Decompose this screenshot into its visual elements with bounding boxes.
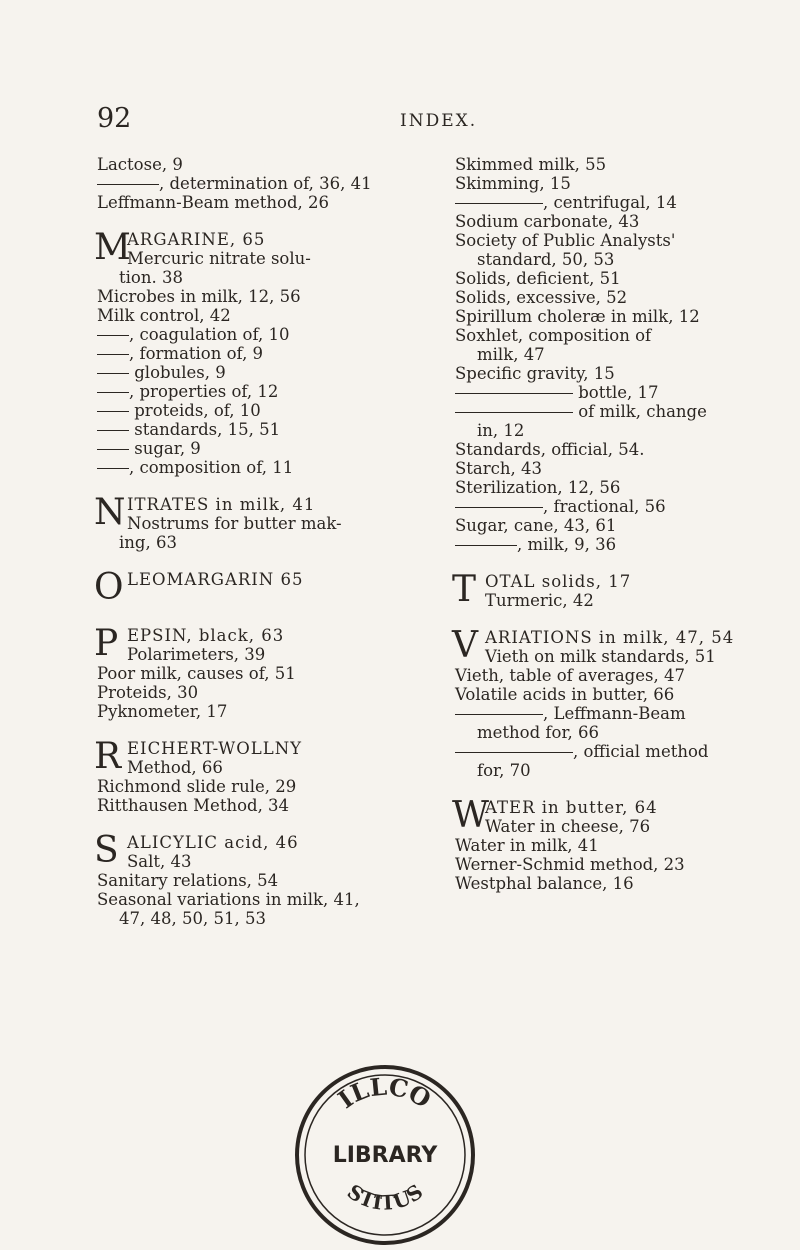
entry-text: 47, 48, 50, 51, 53 (119, 909, 266, 928)
entry-gap (97, 815, 437, 833)
index-subentry (455, 193, 795, 212)
entry-gap (455, 554, 795, 572)
stamp-bottom-text: STITUS (342, 1179, 428, 1215)
index-subentry (455, 383, 795, 402)
ditto-dash (455, 752, 573, 753)
index-entry (455, 326, 795, 345)
index-entry: ALICYLIC acid, 46 (127, 833, 299, 852)
index-entry: OTAL solids, 17 (485, 572, 632, 591)
letter-section-start (452, 625, 795, 666)
index-entry (97, 268, 437, 287)
ditto-dash (97, 335, 129, 336)
index-entry: Vieth on milk standards, 51 (485, 647, 716, 666)
entry-text: proteids, of, 10 (129, 401, 261, 420)
entry-text: , formation of, 9 (129, 344, 264, 363)
index-entry (455, 174, 795, 193)
ditto-dash (97, 392, 129, 393)
entry-text: Proteids, 30 (97, 683, 199, 702)
index-entry: Polarimeters, 39 (127, 645, 266, 664)
page-header (0, 103, 800, 133)
stamp-middle-text: LIBRARY (332, 1143, 438, 1168)
index-entry (97, 777, 437, 796)
index-entry: ARGARINE, 65 (127, 230, 266, 249)
index-column-right (452, 155, 795, 893)
ditto-dash (455, 412, 573, 413)
index-entry (97, 683, 437, 702)
entry-text: , centrifugal, 14 (543, 193, 677, 212)
index-subentry (455, 402, 795, 421)
index-entry: ITRATES in milk, 41 (127, 495, 316, 514)
entry-text: Westphal balance, 16 (455, 874, 634, 893)
entry-text: in, 12 (477, 421, 525, 440)
entry-text: Pyknometer, 17 (97, 702, 228, 721)
ditto-dash (97, 468, 129, 469)
index-entry: ARIATIONS in milk, 47, 54 (485, 628, 735, 647)
ditto-dash (97, 430, 129, 431)
ditto-dash (455, 393, 573, 394)
index-entry: ATER in butter, 64 (485, 798, 658, 817)
entry-gap (97, 608, 437, 626)
entry-text: Ritthausen Method, 34 (97, 796, 290, 815)
letter-section-start (94, 567, 437, 608)
entry-gap (97, 212, 437, 230)
index-entry: LEOMARGARIN 65 (127, 570, 304, 589)
ditto-dash (455, 545, 517, 546)
index-entry (455, 761, 795, 780)
drop-cap: S (94, 830, 119, 871)
entry-text: Specific gravity, 15 (455, 364, 615, 383)
entry-text: Microbes in milk, 12, 56 (97, 287, 301, 306)
index-subentry (97, 363, 437, 382)
index-entry (97, 155, 437, 174)
index-entry: Turmeric, 42 (485, 591, 594, 610)
entry-gap (97, 552, 437, 570)
index-entry: Nostrums for butter mak- (127, 514, 342, 533)
entry-text: standards, 15, 51 (129, 420, 281, 439)
ditto-dash (455, 507, 543, 508)
entry-text: , coagulation of, 10 (129, 325, 290, 344)
entry-text: Vieth, table of averages, 47 (455, 666, 685, 685)
index-entry: EPSIN, black, 63 (127, 626, 285, 645)
index-entry (97, 306, 437, 325)
index-subentry (97, 420, 437, 439)
index-subentry (97, 439, 437, 458)
index-entry (455, 685, 795, 704)
index-entry (97, 796, 437, 815)
entry-text: Starch, 43 (455, 459, 543, 478)
entry-text: of milk, change (573, 402, 707, 421)
index-subentry (455, 535, 795, 554)
entry-text: Skimming, 15 (455, 174, 571, 193)
entry-text: Spirillum choleræ in milk, 12 (455, 307, 700, 326)
index-entry (455, 307, 795, 326)
entry-text: Sugar, cane, 43, 61 (455, 516, 617, 535)
index-entry (455, 666, 795, 685)
index-entry (97, 664, 437, 683)
entry-text: Werner-Schmid method, 23 (455, 855, 685, 874)
entry-text: for, 70 (477, 761, 531, 780)
ditto-dash (455, 714, 543, 715)
drop-cap: W (452, 795, 490, 836)
entry-text: Seasonal variations in milk, 41, (97, 890, 360, 909)
index-subentry (97, 174, 437, 193)
entry-text: bottle, 17 (573, 383, 659, 402)
page-title: INDEX. (400, 111, 478, 131)
index-entry (455, 516, 795, 535)
entry-text: Sterilization, 12, 56 (455, 478, 621, 497)
entry-gap (97, 477, 437, 495)
index-entry: Mercuric nitrate solu- (127, 249, 311, 268)
index-entry (455, 345, 795, 364)
index-subentry (97, 344, 437, 363)
index-entry (97, 909, 437, 928)
letter-section-start (94, 736, 437, 777)
entry-text: Volatile acids in butter, 66 (455, 685, 675, 704)
index-entry (455, 212, 795, 231)
index-entry (455, 231, 795, 250)
letter-section-start (94, 830, 437, 871)
ditto-dash (97, 449, 129, 450)
ditto-dash (97, 184, 159, 185)
index-subentry (97, 401, 437, 420)
entry-text: Skimmed milk, 55 (455, 155, 607, 174)
ditto-dash (97, 411, 129, 412)
entry-text: tion. 38 (119, 268, 183, 287)
entry-text: , official method (573, 742, 709, 761)
index-entry (455, 155, 795, 174)
index-entry (455, 364, 795, 383)
drop-cap: O (94, 567, 124, 608)
index-entry (455, 478, 795, 497)
index-entry: EICHERT-WOLLNY (127, 739, 303, 758)
index-entry (455, 855, 795, 874)
index-entry: Salt, 43 (127, 852, 192, 871)
entry-text: sugar, 9 (129, 439, 201, 458)
entry-gap (97, 721, 437, 739)
entry-text: milk, 47 (477, 345, 545, 364)
drop-cap: T (452, 569, 477, 610)
letter-section-start (452, 795, 795, 836)
entry-text: Poor milk, causes of, 51 (97, 664, 296, 683)
entry-text: globules, 9 (129, 363, 226, 382)
letter-section-start (94, 227, 437, 268)
entry-text: , properties of, 12 (129, 382, 279, 401)
ditto-dash (97, 354, 129, 355)
index-entry (97, 890, 437, 909)
index-entry (455, 421, 795, 440)
entry-text: Leffmann-Beam method, 26 (97, 193, 330, 212)
ditto-dash (97, 373, 129, 374)
entry-text: Milk control, 42 (97, 306, 231, 325)
index-subentry (455, 742, 795, 761)
letter-section-start (94, 492, 437, 533)
entry-text: Sanitary relations, 54 (97, 871, 279, 890)
index-column-left (94, 155, 437, 928)
drop-cap: V (452, 625, 478, 666)
ditto-dash (455, 203, 543, 204)
index-subentry (455, 497, 795, 516)
entry-text: method for, 66 (477, 723, 600, 742)
index-entry (97, 589, 437, 608)
entry-text: Water in milk, 41 (455, 836, 599, 855)
index-entry (455, 269, 795, 288)
entry-text: , composition of, 11 (129, 458, 294, 477)
entry-text: , fractional, 56 (543, 497, 666, 516)
entry-gap (455, 780, 795, 798)
index-entry (97, 287, 437, 306)
entry-text: Solids, excessive, 52 (455, 288, 628, 307)
index-entry (455, 459, 795, 478)
page-number: 92 (97, 103, 132, 134)
index-entry (97, 193, 437, 212)
entry-text: standard, 50, 53 (477, 250, 615, 269)
index-entry (455, 250, 795, 269)
drop-cap: M (94, 227, 131, 268)
entry-text: , determination of, 36, 41 (159, 174, 372, 193)
index-entry (97, 533, 437, 552)
entry-text: Richmond slide rule, 29 (97, 777, 297, 796)
index-subentry (97, 382, 437, 401)
entry-gap (455, 610, 795, 628)
index-entry (455, 874, 795, 893)
index-entry (97, 871, 437, 890)
entry-text: Sodium carbonate, 43 (455, 212, 640, 231)
index-entry: Water in cheese, 76 (485, 817, 651, 836)
letter-section-start (452, 569, 795, 610)
index-entry (455, 440, 795, 459)
letter-section-start (94, 623, 437, 664)
index-subentry (455, 704, 795, 723)
drop-cap: N (94, 492, 126, 533)
drop-cap: R (94, 736, 122, 777)
stamp-top-text: ILLCO (332, 1071, 437, 1115)
entry-text: Standards, official, 54. (455, 440, 645, 459)
index-entry (97, 702, 437, 721)
entry-text: , milk, 9, 36 (517, 535, 617, 554)
entry-text: Soxhlet, composition of (455, 326, 652, 345)
library-stamp (290, 1060, 480, 1250)
entry-text: Solids, deficient, 51 (455, 269, 621, 288)
index-entry (455, 723, 795, 742)
drop-cap: P (94, 623, 119, 664)
entry-text: ing, 63 (119, 533, 177, 552)
entry-text: Lactose, 9 (97, 155, 183, 174)
entry-text: , Leffmann-Beam (543, 704, 686, 723)
entry-text: Society of Public Analysts' (455, 231, 676, 250)
index-subentry (97, 458, 437, 477)
index-subentry (97, 325, 437, 344)
index-entry (455, 288, 795, 307)
index-entry (455, 836, 795, 855)
index-entry: Method, 66 (127, 758, 223, 777)
